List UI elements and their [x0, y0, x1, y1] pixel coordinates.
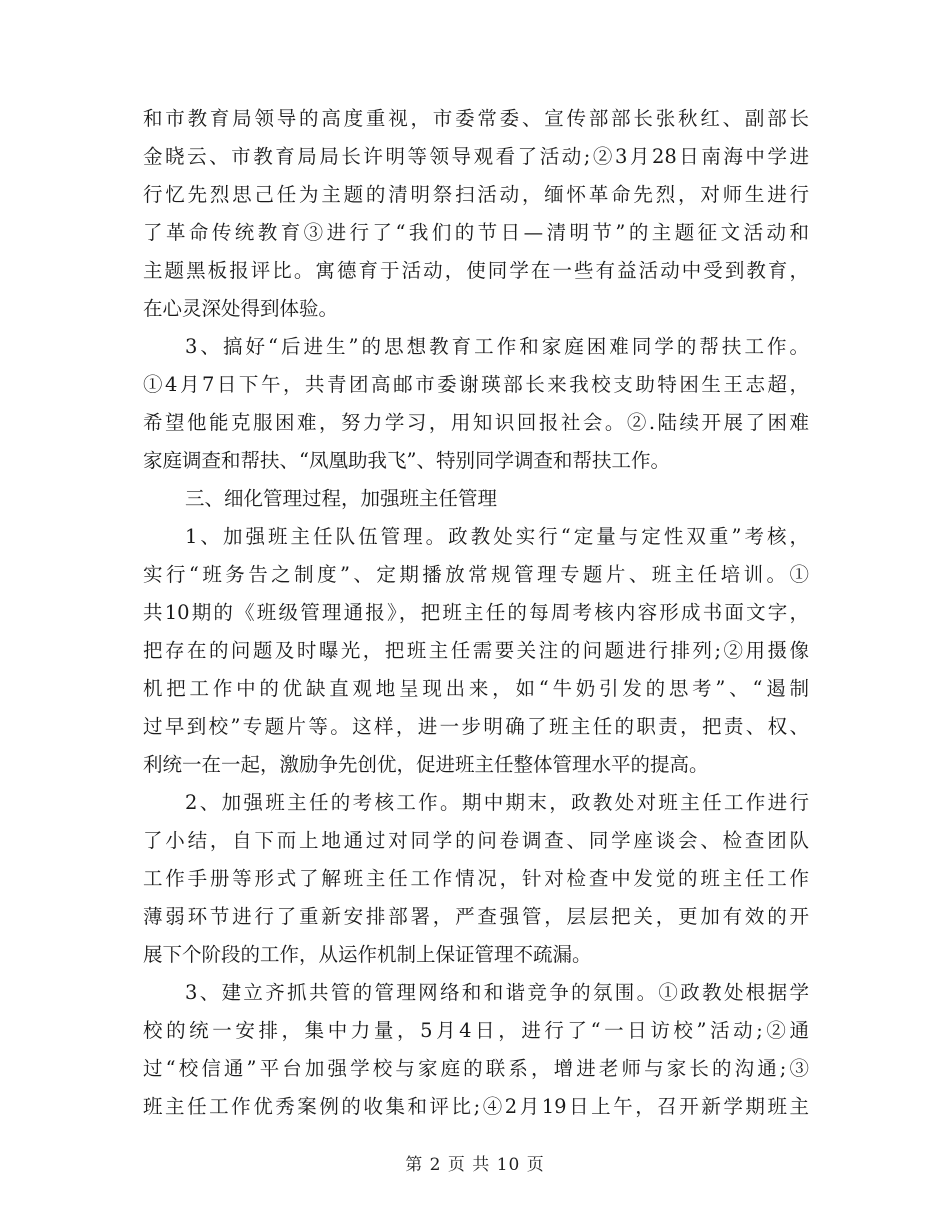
page-number-footer: 第 2 页 共 10 页	[405, 1155, 545, 1175]
text-line: 过早到校”专题片等。这样，进一步明确了班主任的职责，把责、权、	[143, 715, 809, 738]
text-line: 家庭调查和帮扶、“凤凰助我飞”、特别同学调查和帮扶工作。	[143, 449, 670, 472]
text-line: 利统一在一起，激励争先创优，促进班主任整体管理水平的提高。	[143, 753, 709, 776]
text-line: 了革命传统教育③进行了“我们的节日—清明节”的主题征文活动和	[143, 221, 809, 244]
text-line: 机把工作中的优缺直观地呈现出来，如“牛奶引发的思考”、“遏制	[143, 677, 809, 700]
text-line: ①4月7日下午，共青团高邮市委谢瑛部长来我校支助特困生王志超，	[143, 373, 809, 396]
text-line: 在心灵深处得到体验。	[143, 297, 339, 320]
text-line: 展下个阶段的工作，从运作机制上保证管理不疏漏。	[143, 943, 592, 966]
text-line: 1、加强班主任队伍管理。政教处实行“定量与定性双重”考核，	[185, 525, 809, 548]
text-line: 校的统一安排，集中力量，5月4日，进行了“一日访校”活动;②通	[143, 1019, 809, 1042]
section-heading: 三、细化管理过程，加强班主任管理	[185, 487, 498, 510]
text-line: 共10期的《班级管理通报》，把班主任的每周考核内容形成书面文字，	[143, 601, 809, 624]
text-line: 工作手册等形式了解班主任工作情况，针对检查中发觉的班主任工作	[143, 867, 809, 890]
text-line: 把存在的问题及时曝光，把班主任需要关注的问题进行排列;②用摄像	[143, 639, 809, 662]
text-line: 主题黑板报评比。寓德育于活动，使同学在一些有益活动中受到教育，	[143, 259, 809, 282]
text-line: 3、建立齐抓共管的管理网络和和谐竞争的氛围。①政教处根据学	[185, 981, 809, 1004]
text-line: 金晓云、市教育局局长许明等领导观看了活动;②3月28日南海中学进	[143, 145, 809, 168]
text-line: 行忆先烈思己任为主题的清明祭扫活动，缅怀革命先烈，对师生进行	[143, 183, 809, 206]
text-line: 和市教育局领导的高度重视，市委常委、宣传部部长张秋红、副部长	[143, 107, 809, 130]
text-line: 班主任工作优秀案例的收集和评比;④2月19日上午，召开新学期班主	[143, 1095, 809, 1118]
document-body	[143, 100, 809, 1126]
text-line: 3、搞好“后进生”的思想教育工作和家庭困难同学的帮扶工作。	[185, 335, 809, 358]
text-line: 薄弱环节进行了重新安排部署，严查强管，层层把关，更加有效的开	[143, 905, 809, 928]
text-line: 2、加强班主任的考核工作。期中期末，政教处对班主任工作进行	[185, 791, 809, 814]
text-line: 了小结，自下而上地通过对同学的问卷调查、同学座谈会、检查团队	[143, 829, 809, 852]
text-line: 希望他能克服困难，努力学习，用知识回报社会。②.陆续开展了困难	[143, 411, 809, 434]
text-line: 过“校信通”平台加强学校与家庭的联系，增进老师与家长的沟通;③	[143, 1057, 809, 1080]
text-line: 实行“班务告之制度”、定期播放常规管理专题片、班主任培训。①	[143, 563, 809, 586]
